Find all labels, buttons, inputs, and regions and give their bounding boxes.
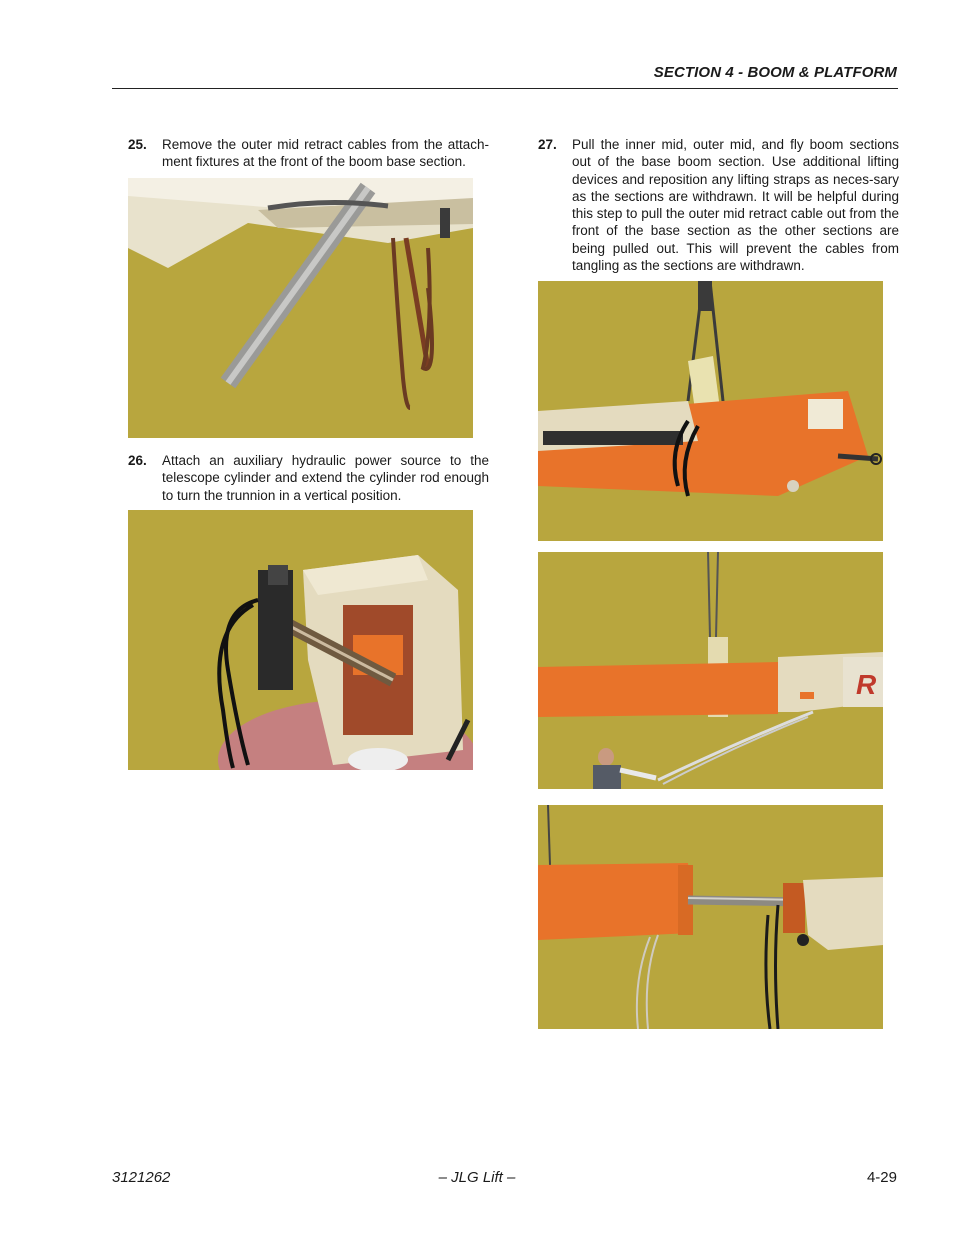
footer-publisher: – JLG Lift – xyxy=(438,1169,516,1186)
photo-retract-cable-attachment xyxy=(128,178,473,438)
step-number: 27. xyxy=(538,137,557,152)
photo-boom-sections-lifted xyxy=(538,281,883,541)
step-26 xyxy=(128,452,489,508)
step-25 xyxy=(128,136,489,176)
header-rule xyxy=(112,88,898,89)
photo-boom-sections-pulled xyxy=(538,552,883,789)
step-number: 25. xyxy=(128,137,147,152)
section-header-title: SECTION 4 - BOOM & PLATFORM xyxy=(653,64,897,81)
step-27 xyxy=(538,136,899,276)
boom-decal-text: R xyxy=(856,669,877,700)
footer-page-number: 4-29 xyxy=(866,1169,897,1186)
photo-telescope-cylinder-trunnion xyxy=(128,510,473,770)
step-text: Attach an auxiliary hydraulic power source to the telescope cylinder and extend the cylinder rod enough to turn the trunnion in a vertical position. xyxy=(162,453,489,503)
footer-doc-number: 3121262 xyxy=(112,1169,171,1186)
step-text: Pull the inner mid, outer mid, and fly boom sections out of the base boom section. Use additional lifting devices and reposition any lifting straps as neces-sary as the sections are withdrawn. It will be helpful during this step to pull the outer mid retract cable out from the front of the base section as the other sections are being pulled out. This will prevent the cables from tangling as the sections are withdrawn. xyxy=(572,137,899,274)
photo-outer-mid-section-withdrawn xyxy=(538,805,883,1029)
step-text: Remove the outer mid retract cables from the attach-ment fixtures at the front of the boom base section. xyxy=(162,137,489,170)
step-number: 26. xyxy=(128,453,147,468)
